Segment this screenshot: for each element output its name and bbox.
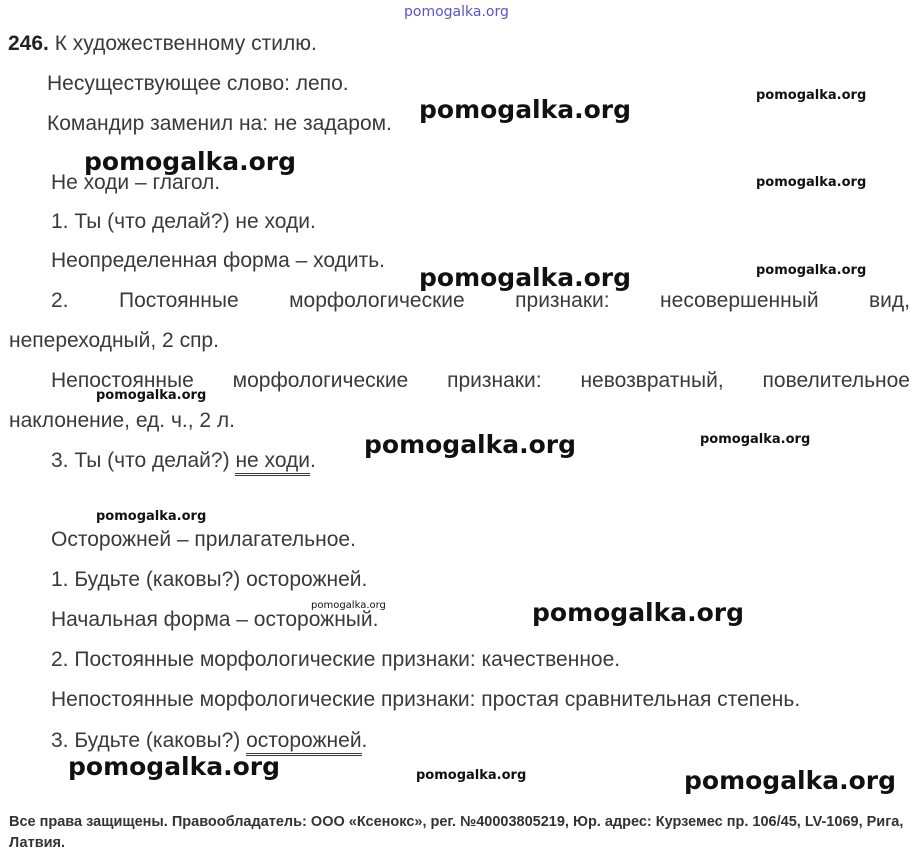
text-line — [51, 449, 316, 473]
word: вид, — [869, 289, 910, 312]
underlined-predicate: осторожней — [246, 729, 361, 756]
header-watermark: pomogalka.org — [404, 4, 509, 20]
watermark-small: pomogalka.org — [756, 88, 867, 103]
line-prefix: 3. Будьте (каковы?) — [51, 729, 241, 752]
watermark-small: pomogalka.org — [96, 509, 207, 524]
watermark-large: pomogalka.org — [68, 752, 281, 781]
watermark-large: pomogalka.org — [532, 598, 745, 627]
watermark-large: pomogalka.org — [364, 430, 577, 459]
text-line: 1. Ты (что делай?) не ходи. — [51, 210, 316, 233]
word: 2. — [51, 289, 69, 312]
underlined-predicate: не ходи — [235, 449, 310, 476]
exercise-number: 246. — [8, 32, 49, 55]
text-line: наклонение, ед. ч., 2 л. — [9, 409, 236, 432]
watermark-small: pomogalka.org — [700, 432, 811, 447]
copyright-footer: Все права защищены. Правообладатель: ООО «Ксенокс», рег. №40003805219, Юр. адрес: Курземес пр. 106/45, LV-1069, Рига, Латвия. — [9, 814, 904, 851]
watermark-large: pomogalka.org — [84, 147, 297, 176]
exercise-heading — [8, 32, 317, 56]
watermark-small: pomogalka.org — [416, 768, 527, 783]
watermark-large: pomogalka.org — [419, 263, 632, 292]
text-line: непереходный, 2 спр. — [9, 329, 219, 352]
text-line: Не ходи – глагол. — [51, 171, 221, 194]
word: морфологические — [289, 289, 465, 312]
line-suffix: . — [361, 729, 368, 752]
text-line: Осторожней – прилагательное. — [51, 528, 356, 551]
word: морфологические — [232, 369, 409, 392]
line-suffix: . — [310, 449, 316, 472]
text-line: 2. Постоянные морфологические признаки: качественное. — [51, 648, 621, 671]
word: Непостоянные — [51, 369, 194, 392]
watermark-tiny: pomogalka.org — [311, 600, 386, 611]
text-line: Командир заменил на: не задаром. — [47, 112, 392, 135]
word: признаки: — [447, 369, 542, 392]
text-line: Неопределенная форма – ходить. — [51, 249, 386, 272]
watermark-small: pomogalka.org — [756, 175, 867, 190]
watermark-small: pomogalka.org — [756, 263, 867, 278]
word: невозвратный, — [580, 369, 724, 392]
text-line: Начальная форма – осторожный. — [51, 608, 379, 631]
word: Постоянные — [118, 289, 239, 312]
word: признаки: — [515, 289, 610, 312]
line-prefix: 3. Ты (что делай?) — [51, 449, 230, 472]
watermark-small: pomogalka.org — [96, 388, 207, 403]
text-line: Непостоянные морфологические признаки: простая сравнительная степень. — [51, 688, 801, 711]
text-line: Несуществующее слово: лепо. — [47, 72, 349, 95]
word: повелительное — [762, 369, 910, 392]
watermark-large: pomogalka.org — [419, 95, 632, 124]
exercise-title: К художественному стилю. — [54, 32, 317, 55]
word: несовершенный — [660, 289, 819, 312]
watermark-large: pomogalka.org — [684, 766, 897, 795]
text-line — [51, 729, 367, 753]
text-line: 1. Будьте (каковы?) осторожней. — [51, 568, 368, 591]
